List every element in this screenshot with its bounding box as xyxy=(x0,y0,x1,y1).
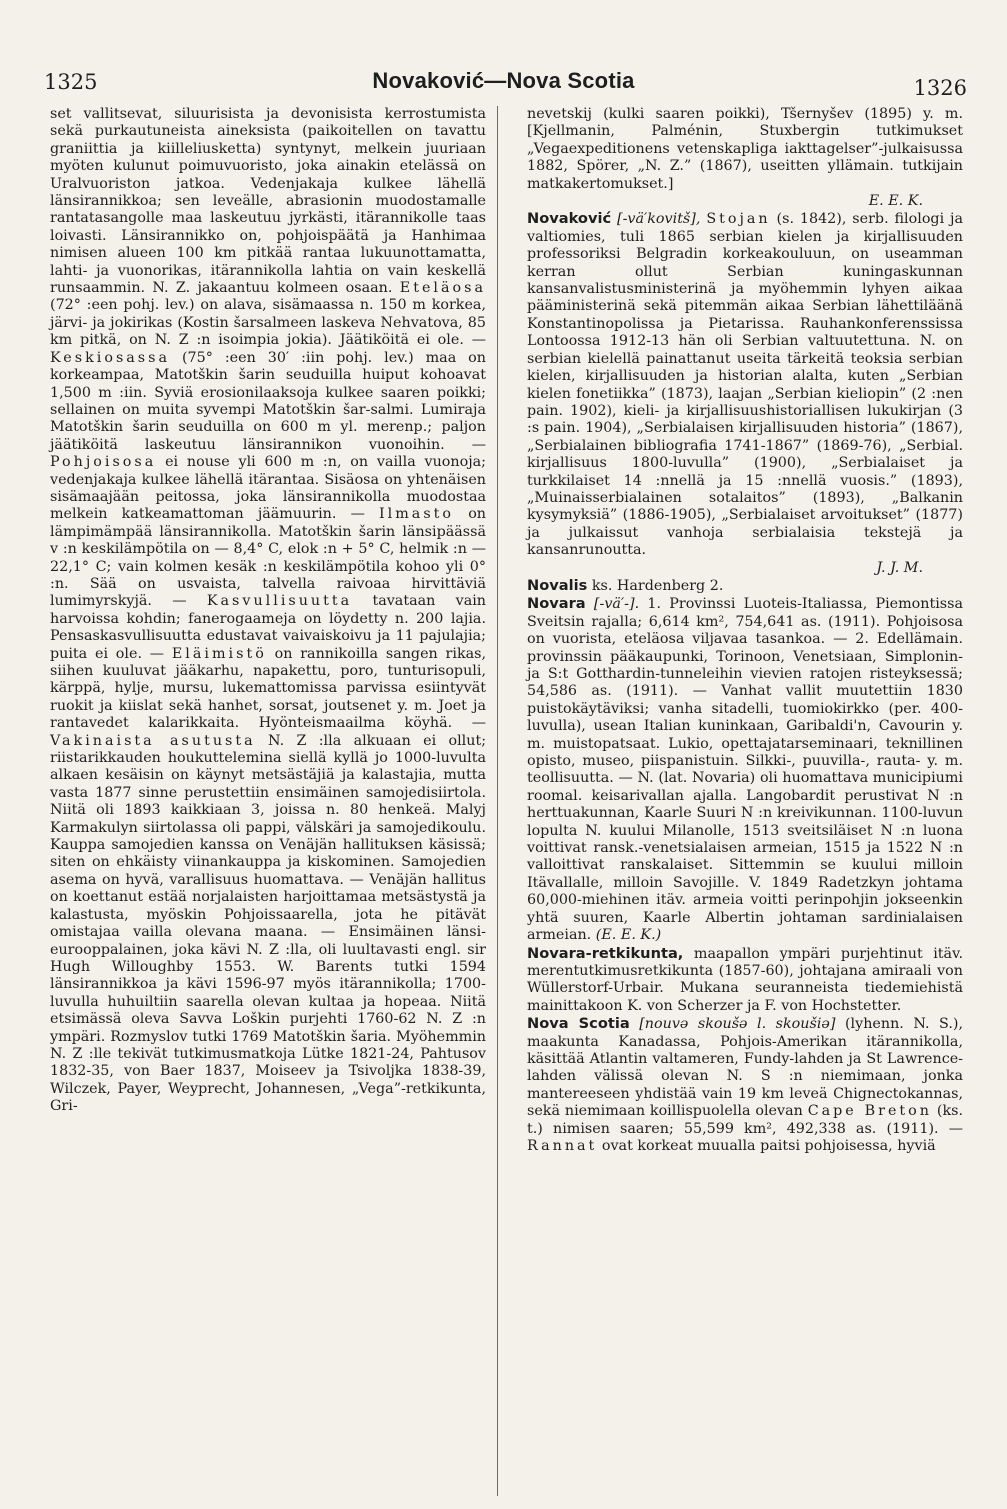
section-label: Eläimistö xyxy=(171,645,267,662)
entry-novakovic: Novaković [-vä′kovitš], Stojan (s. 1842), serb. filologi ja valtiomies, tuli 1865 serbian kielen ja kirjallisuuden professoriksi Belgradin korkeakouluun, on useamman kerran ollut Serbian kuningaskunnan kansanvalistusministerinä ja myöhemmin lyhyen aikaa pääministerinä sekä pitemmän aikaa Serbian lähettiläänä Konstantinopolissa ja Pietarissa. Rauhankonferenssissa Lontoossa 1912-13 hän oli Serbian valtuutettuna. N. on serbian kielellä painattanut useita tärkeitä teoksia serbian kielen, kirjallisuuden ja historian alalta, kuten „Serbian kielen fonetiikka” (1873), laajan „Serbian kieliopin” (2 :nen pain. 1902), kieli- ja kirjallisuushistoriallisen lukukirjan (3 :s pain. 1904), „Serbialaisen kirjallisuuden historia” (1867), „Serbialainen bibliografia 1741-1867” (1869-76), „Serbial. kirjallisuus 1800-luvulla” (1900), „Serbialaiset ja turkkilaiset 14 :nnellä ja 15 :nnellä vuosis.” (1893), „Muinaisserbialainen sotalaitos” (1893), „Balkanin kysymyksiä” (1886-1905), „Serbialaiset arvoitukset” (1877) ja julkaissut vanhoja serbialaisia tekstejä ja kansanrunoutta. xyxy=(527,210,964,559)
page-number-left: 1325 xyxy=(44,70,98,94)
running-title: Novaković—Nova Scotia xyxy=(372,68,635,93)
author-signature: J. J. M. xyxy=(876,559,923,576)
section-label: Vakinaista asutusta xyxy=(50,732,256,749)
entry-novara: Novara [-vä′-]. 1. Provinssi Luoteis-Italiassa, Piemontissa Sveitsin rajalla; 6,614 km², 754,641 as. (1911). Pohjoisosa on vuorista, eteläosa viljavaa tasankoa. — 2. Edellämain. provinssin pääkaupunki, Torinoon, Venetsiaan, Simplonin- ja S:t Gotthardin-tunneleihin vievien ratojen risteyksessä; 54,586 as. (1911). — Vanhat vallit muutettiin 1830 puistokäytäviksi; vanha sitadelli, tuomiokirkko (per. 400-luvulla), usean Italian kuninkaan, Garibaldi'n, Cavourin y. m. muistopatsaat. Lukio, opettajatarseminaari, teknillinen opisto, museo, piispanistuin. Silkki-, puuvilla-, rauta- y. m. teollisuutta. — N. (lat. Novaria) oli huomattava municipiumi roomal. keisarivallan ajalla. Langobardit perustivat N :n herttuakunnan, Kaarle Suuri N :n kreivikunnan. 1100-luvun lopulta N. kuului Milanolle, 1513 sveitsiläiset N :n luona voittivat ransk.-venetsialaisen armeian, 1515 ja 1522 N :n valloittivat ranskalaiset. Sittemmin se kuului milloin Itävallalle, milloin Savojille. V. 1849 Radetzkyn johtama 60,000-miehinen itäv. armeia voitti perinpohjin jokseenkin yhtä suuren, Kaarle Albertin johtaman sardinialaisen armeian. (E. E. K.) xyxy=(527,595,964,944)
headword: Novalis xyxy=(527,576,588,594)
headword: Novara-retkikunta, xyxy=(527,944,684,962)
right-column xyxy=(527,106,963,1155)
entry-nova-scotia: Nova Scotia [nouvə skoušə l. skoušiə] (lyhenn. N. S.), maakunta Kanadassa, Pohjois-Amerikan itärannikolla, käsittää Atlantin valtameren, Fundy-lahden ja St Lawrence-lahden välissä olevan N. S :n niemimaan, jonka mantereeseen yhdistää vain 19 km leveä Chignectokannas, sekä niemimaan koillispuolella olevan Cape Breton (ks. t.) nimisen saaren; 55,599 km², 492,338 as. (1911). — Rannat ovat korkeat muualla paitsi pohjoisessa, hyviä xyxy=(527,1015,963,1154)
pronunciation: [-vä′-]. xyxy=(593,596,640,613)
given-name: Stojan xyxy=(706,211,771,228)
author-signature: E. E. K. xyxy=(868,193,923,210)
author-signature: (E. E. K.) xyxy=(595,927,662,944)
left-column xyxy=(50,106,486,1116)
section-label: Rannat xyxy=(527,1137,598,1154)
paragraph: nevetskij (kulki saaren poikki), Tšernyšev (1895) y. m. [Kjellmanin, Palménin, Stuxbergin tutkimukset „Vegaexpeditionens vetenskapliga iakttagelser”-julkaisussa 1882, Spörer, „N. Z.” (1867), useitten yllämain. tutkijain matkakertomukset.] xyxy=(527,106,963,192)
headword: Novara xyxy=(527,595,586,613)
entry-novalis: Novalis ks. Hardenberg 2. xyxy=(527,576,724,594)
section-label: Pohjoisosa xyxy=(50,454,157,471)
pronunciation: [-vä′kovitš], xyxy=(617,211,701,228)
page-number-right: 1326 xyxy=(913,76,967,100)
section-label: Ilmasto xyxy=(379,506,455,523)
column-divider xyxy=(497,106,498,1496)
paragraph: set vallitsevat, siluurisista ja devonisista kerrostumista sekä purkautuneista aineksista (paikoitellen on tavattu graniittia ja kiilleliusketta) syntynyt, melkein juuriaan myöten kulunut poimuvuoristo, joka ainakin etelässä on Uralvuoriston jatkoa. Vedenjakaja kulkee lähellä länsirannikkoa; sen leveälle, abrasionin muodostamalle rantatasangolle maa laskeutuu jyrkästi, itärannikolle taas loivasti. Länsirannikko on, pohjoispäätä ja Hanhimaa nimisen alueen 100 km pitkää rantaa lukuunottamatta, lahti- ja vuonorikas, itärannikolla lahtia on vain keskellä runsaammin. N. Z. jakaantuu kolmeen osaan. Eteläosa (72° :een pohj. lev.) on alava, sisämaassa n. 150 m korkea, järvi- ja jokirikas (Kostin šarsalmeen laskeva Nehvatova, 85 km pitkä, on N. Z :n isoimpia jokia). Jäätiköitä ei ole. — Keskiosassa (75° :een 30′ :iin pohj. lev.) maa on korkeampaa, Matotškin šarin seuduilla huiput kohoavat 1,500 m :iin. Syviä erosionilaaksoja kulkee saaren poikki; sellainen on muita syvempi Matotškin šar-salmi. Lumiraja Matotškin šarin seuduilla on 600 m yl. merenp.; paljon jäätiköitä laskeutuu länsirannikon vuonoihin. — Pohjoisosa ei nouse yli 600 m :n, on vailla vuonoja; vedenjakaja kulkee lähellä itärantaa. Sisäosa on yhtenäisen sisämaajään peitossa, joka länsirannikolla muodostaa melkein katkeamattoman jäämuurin. — Ilmasto on lämpimämpää länsirannikolla. Matotškin šarin länsipäässä v :n keskilämpötila on — 8,4° C, elok :n + 5° C, helmik :n — 22,1° C; vain kolmen kesäk :n keskilämpötila kohoo yli 0° :n. Sää on usvaista, talvella raivoaa hirvittäviä lumimyrskyjä. — Kasvullisuutta tavataan vain harvoissa kohdin; fanerogaameja on löydetty n. 200 lajia. Pensaskasvullisuutta edustavat vaivaiskoivu ja 11 pajulajia; puita ei ole. — Eläimistö on rannikoilla sangen rikas, siihen kuuluvat jääkarhu, napakettu, poro, tunturisopuli, kärppä, hylje, mursu, lukemattomissa parvissa esiintyvät ruokit ja kiislat sekä hanhet, sorsat, joutsenet y. m. Joet ja rantavedet kalarikkaita. Hyönteismaailma köyhä. — Vakinaista asutusta N. Z :lla alkuaan ei ollut; riistarikkauden houkuttelemina siellä kyllä jo 1000-luvulta alkaen kesäisin on käynyt metsästäjiä ja kalastajia, mutta vasta 1877 sinne perustettiin ensimäinen samojedisiirtola. Niitä oli 1893 kaikkiaan 3, joissa n. 80 henkeä. Malyj Karmakulyn siirtolassa oli pappi, välskäri ja samojedikoulu. Kauppa samojedien kanssa on Venäjän hallituksen käsissä; siten on ehkäisty viinankauppa ja kiskominen. Samojedien asema on hyvä, varallisuus huomattava. — Venäjän hallitus on koettanut estää norjalaisten harjoittamaa metsästystä ja kalastusta, myöskin Pohjoissaarella, jota he pitävät omistajaa vailla olevana maana. — Ensimäinen länsi-eurooppalainen, joka kävi N. Z :lla, oli luultavasti engl. sir Hugh Willoughby 1553. W. Barents tutki 1594 länsirannikkoa ja kävi 1596-97 myös itärannikolla; 1700-luvulla huhuiltiin saarella olevan kultaa ja hopeaa. Niitä etsimässä oleva Savva Loškin purjehti 1760-62 N. Z :n ympäri. Rozmyslov tutki 1769 Matotškin šaria. Myöhemmin N. Z :lle tekivät tutkimusmatkoja Lütke 1821-24, Pahtusov 1832-35, von Baer 1837, Moiseev ja Tsivoljka 1838-39, Wilczek, Payer, Weyprecht, Johannesen, „Vega”-retkikunta, Gri- xyxy=(50,106,487,1115)
headword: Nova Scotia xyxy=(527,1015,630,1033)
page-header xyxy=(0,58,1007,98)
headword: Novaković xyxy=(527,210,612,228)
entry-novara-retkikunta: Novara-retkikunta, maapallon ympäri purjehtinut itäv. merentutkimusretkikunta (1857-60), johtajana amiraali von Wüllerstorf-Urbair. Mukana seuranneista tiedemiehistä mainittakoon K. von Scherzer ja F. von Hochstetter. xyxy=(527,944,963,1014)
pronunciation: [nouvə skoušə l. skoušiə] xyxy=(639,1016,836,1033)
section-label: Eteläosa xyxy=(399,280,486,297)
section-label: Keskiosassa xyxy=(50,349,170,366)
section-label: Kasvullisuutta xyxy=(206,593,353,610)
place-name: Cape Breton xyxy=(807,1103,932,1120)
